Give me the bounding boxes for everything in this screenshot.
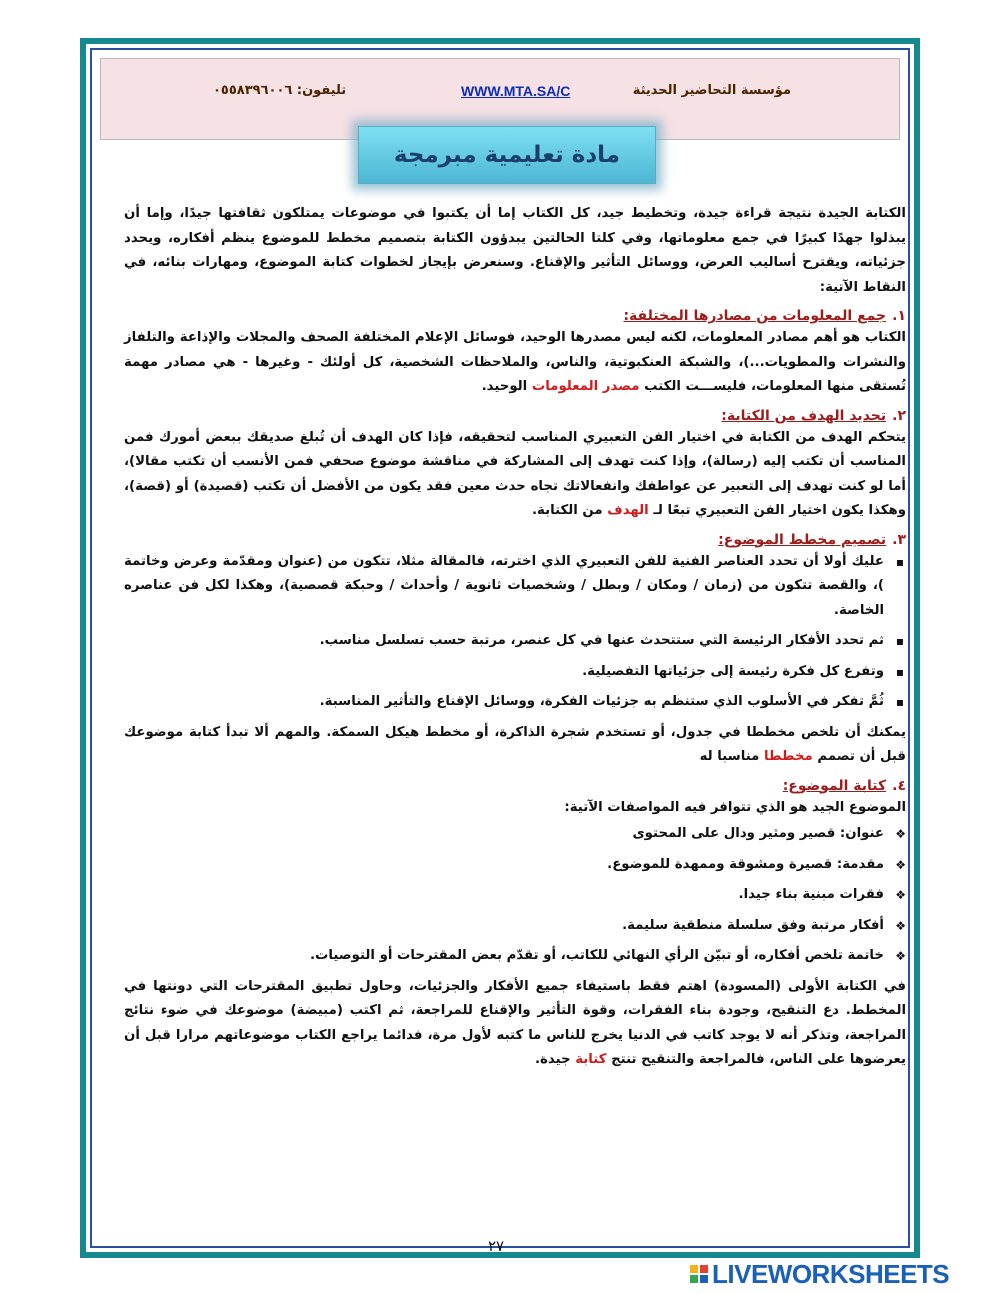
section-1-text-end: الوحيد. [481, 379, 532, 394]
list-item: ❖ فقرات مبنية بناء جيدا. [124, 883, 884, 908]
section-4-highlight: كتابة [575, 1052, 607, 1067]
list-item: ❖ خاتمة تلخص أفكاره، أو تبيّن الرأي النهائي للكاتب، أو تقدّم بعض المقترحات أو التوصيات. [124, 944, 884, 969]
section-1-paragraph [124, 326, 906, 400]
section-4-number: ٤. [892, 777, 906, 794]
list-item: ❖ مقدمة: قصيرة ومشوقة وممهدة للموضوع. [124, 853, 884, 878]
section-3-number: ٣. [892, 531, 906, 548]
section-1-heading [124, 305, 906, 324]
section-4-text: في الكتابة الأولى (المسودة) اهتم فقط باستيفاء جميع الأفكار والجزئيات، وحاول تطبيق المقترحات التي دونتها في المخطط. دع التنقيح، وجودة بناء الفقرات، وقوة التأثير والإقناع للمراجعة، ثم اكتب (مبيضة) موضوعك في ضوء نتائج المراجعة، وتذكر أنه لا يوجد كاتب في الدنيا يخرج للناس ما كتبه لأول مرة، فدائما يراجع الكتاب موضوعاتهم مرارا قبل أن يعرضوها على الناس، فالمراجعة والتنقيح تنتج [124, 978, 906, 1067]
page-frame [80, 38, 920, 1258]
section-3-highlight: مخططا [764, 749, 813, 764]
liveworksheets-wordmark: LIVEWORKSHEETS [712, 1259, 950, 1289]
section-2-highlight: الهدف [607, 503, 649, 518]
liveworksheets-logo-icon [690, 1265, 708, 1283]
liveworksheets-brand[interactable] [690, 1259, 990, 1289]
section-2-title: تحديد الهدف من الكتابة: [721, 407, 887, 424]
section-3-text-end: مناسبا له [699, 749, 765, 764]
section-2-paragraph [124, 426, 906, 524]
section-3-title: تصميم مخطط الموضوع: [718, 531, 887, 548]
section-2-text: يتحكم الهدف من الكتابة في اختيار الفن التعبيري المناسب لتحقيقه، فإذا كان الهدف أن تُبلغ صديقك ببعض أمورك فمن المناسب أن تكتب إليه (رسالة)، وإذا كنت تهدف إلى المشاركة في مناقشة موضوع صحفي فمن الأنسب أن تكتب مقالا)، أما لو كنت تهدف إلى التعبير عن عواطفك وانفعالاتك تجاه حدث معين فقد يكون من الأفضل أن تكتب (قصيدة) أو (قصة)، وهكذا يكون اختيار الفن التعبيري تبعًا لـ [124, 429, 906, 518]
header-organization: مؤسسة التحاضير الحديثة [632, 83, 791, 98]
section-3-list [124, 550, 906, 715]
section-1-title: جمع المعلومات من مصادرها المختلفة: [623, 308, 887, 324]
section-2-heading [124, 405, 906, 424]
section-4-paragraph [124, 975, 906, 1073]
section-4-list [124, 822, 906, 969]
section-4-heading [124, 775, 906, 794]
section-3-paragraph [124, 721, 906, 770]
section-1-number: ١. [892, 308, 906, 324]
list-item: ❖ أفكار مرتبة وفق سلسلة منطقية سليمة. [124, 914, 884, 939]
section-3-text: يمكنك أن تلخص مخططا في جدول، أو تستخدم شجرة الذاكرة، أو مخطط هيكل السمكة. والمهم ألا تبدأ كتابة موضوعك قبل أن تصمم [124, 724, 906, 764]
page-title: مادة تعليمية مبرمجة [358, 126, 656, 184]
section-2-number: ٢. [892, 407, 906, 424]
page-number: ٢٧ [488, 1237, 505, 1255]
section-3-heading [124, 529, 906, 548]
document-body [124, 202, 906, 1073]
section-4-lead: الموضوع الجيد هو الذي تتوافر فيه المواصفات الآتية: [564, 799, 906, 815]
section-1-highlight: مصدر المعلومات [531, 379, 640, 394]
section-4-text-end: جيدة. [534, 1052, 576, 1067]
intro-paragraph: الكتابة الجيدة نتيجة قراءة جيدة، وتخطيط جيد، كل الكتاب إما أن يكتبوا في موضوعات يمتلكون ثقافتها جيدًا، وإما أن يبذلوا جهدًا كبيرًا في جمع معلوماتها، وفي كلتا الحالتين يبدؤون الكتابة بتصميم مخطط للموضوع ينظم أفكاره، ويحدد جزئياته، ويقترح أساليب العرض، ووسائل التأثير والإقناع. وسنعرض بإيجاز لخطوات كتابة الموضوع، ومهارات بنائه، في النقاط الآتية: [124, 206, 906, 295]
header-phone: تليفون: ٠٥٥٨٣٩٦٠٠٦ [213, 83, 347, 98]
list-item: ▪ عليك أولا أن تحدد العناصر الفنية للفن التعبيري الذي اخترته، فالمقالة مثلا، تتكون من (عنوان ومقدّمة وعرض وخاتمة )، والقصة تتكون من (زمان / ومكان / وبطل / وشخصيات ثانوية / وأحداث / وحبكة قصصية)، وهكذا لكل فن عناصره الخاصة. [124, 550, 884, 624]
section-4-title: كتابة الموضوع: [782, 777, 887, 794]
list-item: ▪ ثُمَّ تفكر في الأسلوب الذي ستنظم به جزئيات الفكرة، ووسائل الإقناع والتأثير المناسبة. [124, 690, 884, 715]
list-item: ❖ عنوان: قصير ومثير ودال على المحتوى [124, 822, 884, 847]
section-1-text: الكتاب هو أهم مصادر المعلومات، لكنه ليس مصدرها الوحيد، فوسائل الإعلام المختلفة الصحف والمجلات والإذاعة والتلفاز والنشرات والمطويات...)، والشبكة العنكبوتية، والناس، والملاحظات الشخصية، كل أولئك - وغيرها - هي مصادر مهمة تُستقى منها المعلومات، فليســـت الكتب [124, 330, 906, 394]
list-item: ▪ ثم تحدد الأفكار الرئيسة التي ستتحدث عنها في كل عنصر، مرتبة حسب تسلسل مناسب. [124, 629, 884, 654]
list-item: ▪ وتفرع كل فكرة رئيسة إلى جزئياتها التفصيلية. [124, 660, 884, 685]
header-website-link[interactable]: WWW.MTA.SA/C [461, 83, 571, 99]
section-2-text-end: من الكتابة. [531, 503, 608, 518]
